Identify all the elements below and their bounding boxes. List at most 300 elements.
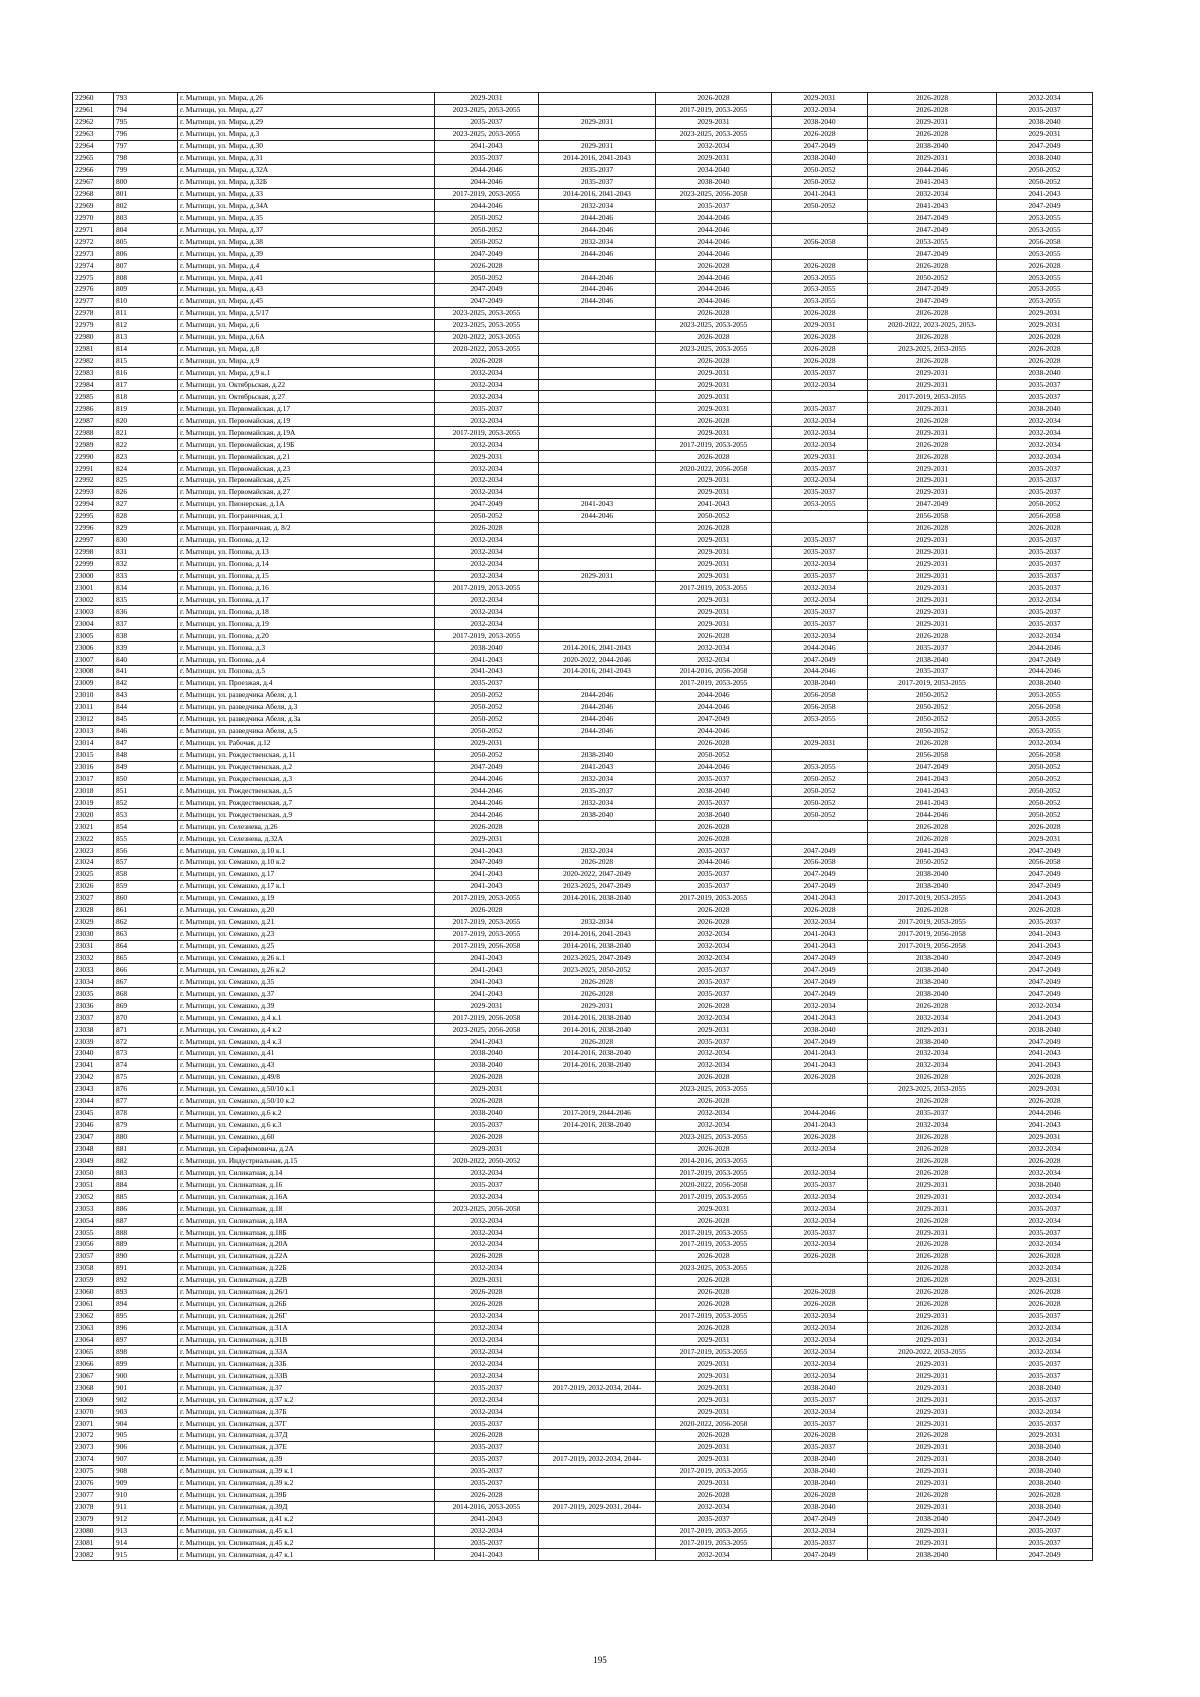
table-cell: 2017-2019, 2053-2055	[656, 1239, 772, 1251]
table-cell: 2023-2025, 2053-2055	[868, 1083, 997, 1095]
table-cell: 22965	[73, 152, 114, 164]
table-cell: 2026-2028	[868, 1262, 997, 1274]
table-row	[73, 1215, 1093, 1227]
table-cell: 2026-2028	[656, 630, 772, 642]
table-cell: 23029	[73, 916, 114, 928]
table-cell: 2023-2025, 2053-2055	[435, 104, 539, 116]
table-cell: 899	[114, 1358, 178, 1370]
table-cell: г. Мытищи, ул. Силикатная, д.39 к.2	[178, 1477, 435, 1489]
table-cell	[539, 1179, 656, 1191]
table-cell: г. Мытищи, ул. Мира, д.45	[178, 295, 435, 307]
table-cell: г. Мытищи, ул. Пионерская, д.1А	[178, 498, 435, 510]
table-cell: 2044-2046	[772, 666, 868, 678]
table-cell: 793	[114, 93, 178, 105]
table-cell: 2032-2034	[997, 594, 1093, 606]
table-cell: 2017-2019, 2053-2055	[656, 1167, 772, 1179]
table-cell: 2032-2034	[435, 1167, 539, 1179]
table-cell: 2041-2043	[539, 498, 656, 510]
table-cell: 2026-2028	[868, 737, 997, 749]
table-cell: 2017-2019, 2053-2055	[435, 630, 539, 642]
table-cell: г. Мытищи, ул. Силикатная, д.37Д	[178, 1430, 435, 1442]
table-cell: 2047-2049	[997, 952, 1093, 964]
table-cell: 2035-2037	[435, 1537, 539, 1549]
table-cell: г. Мытищи, ул. Мира, д.32Б	[178, 176, 435, 188]
table-cell: 2044-2046	[435, 164, 539, 176]
table-cell: 2050-2052	[656, 510, 772, 522]
table-cell: 2026-2028	[656, 1215, 772, 1227]
table-cell: 2035-2037	[772, 570, 868, 582]
table-cell: 2032-2034	[772, 379, 868, 391]
table-cell: 2044-2046	[656, 236, 772, 248]
table-cell: 2032-2034	[772, 1406, 868, 1418]
table-cell: 2035-2037	[656, 976, 772, 988]
table-cell: 2035-2037	[997, 570, 1093, 582]
table-cell: 2032-2034	[656, 1059, 772, 1071]
table-cell: 794	[114, 104, 178, 116]
table-cell: 2050-2052	[435, 749, 539, 761]
table-row	[73, 749, 1093, 761]
table-row	[73, 988, 1093, 1000]
table-cell	[539, 1513, 656, 1525]
table-row	[73, 1513, 1093, 1525]
table-cell: 2032-2034	[435, 1310, 539, 1322]
table-row	[73, 725, 1093, 737]
table-cell: 2035-2037	[656, 797, 772, 809]
table-cell: 2032-2034	[868, 1059, 997, 1071]
table-cell: 2056-2058	[772, 701, 868, 713]
table-row	[73, 1227, 1093, 1239]
table-row	[73, 1406, 1093, 1418]
table-cell	[539, 451, 656, 463]
table-cell: 2035-2037	[997, 475, 1093, 487]
table-cell	[539, 594, 656, 606]
table-cell: 2035-2037	[997, 486, 1093, 498]
table-cell: 873	[114, 1048, 178, 1060]
table-row	[73, 1394, 1093, 1406]
table-cell: 2029-2031	[656, 367, 772, 379]
table-cell: 2047-2049	[997, 845, 1093, 857]
table-cell: 23037	[73, 1012, 114, 1024]
table-cell: 2026-2028	[997, 1071, 1093, 1083]
table-cell: 2017-2019, 2053-2055	[435, 916, 539, 928]
table-cell: 2026-2028	[997, 1155, 1093, 1167]
table-cell: 908	[114, 1465, 178, 1477]
table-cell: 2056-2058	[997, 749, 1093, 761]
table-cell: 851	[114, 785, 178, 797]
table-cell: 2038-2040	[997, 367, 1093, 379]
table-cell: г. Мытищи, ул. Мира, д.8	[178, 343, 435, 355]
table-cell	[539, 379, 656, 391]
table-row	[73, 1071, 1093, 1083]
table-cell	[539, 534, 656, 546]
table-cell: 2056-2058	[772, 857, 868, 869]
table-cell: 2023-2025, 2047-2049	[539, 952, 656, 964]
table-row	[73, 773, 1093, 785]
table-cell: 2047-2049	[997, 1036, 1093, 1048]
table-cell: 825	[114, 475, 178, 487]
table-cell: 2026-2028	[868, 1095, 997, 1107]
table-cell: 2029-2031	[656, 1382, 772, 1394]
table-cell: 2029-2031	[868, 1191, 997, 1203]
table-cell: г. Мытищи, ул. Индустриальная, д.15	[178, 1155, 435, 1167]
table-cell: 2035-2037	[997, 916, 1093, 928]
table-cell: 897	[114, 1334, 178, 1346]
table-cell: г. Мытищи, ул. Силикатная, д.45 к.2	[178, 1537, 435, 1549]
table-cell: 2050-2052	[997, 498, 1093, 510]
table-cell: г. Мытищи, ул. Мира, д.5/17	[178, 307, 435, 319]
table-cell: 2029-2031	[868, 427, 997, 439]
table-cell: 896	[114, 1322, 178, 1334]
table-cell: 910	[114, 1489, 178, 1501]
table-row	[73, 391, 1093, 403]
table-cell: 2032-2034	[772, 558, 868, 570]
table-cell	[539, 355, 656, 367]
table-cell: 2035-2037	[656, 773, 772, 785]
table-cell: г. Мытищи, ул. Попова, д.16	[178, 582, 435, 594]
table-cell: г. Мытищи, ул. Силикатная, д.18А	[178, 1215, 435, 1227]
table-cell: 2050-2052	[435, 236, 539, 248]
table-cell: г. Мытищи, ул. Семашко, д.17 к.1	[178, 880, 435, 892]
table-cell: 2026-2028	[868, 128, 997, 140]
table-cell: 2032-2034	[997, 1239, 1093, 1251]
table-cell: 2017-2019, 2053-2055	[656, 1191, 772, 1203]
table-cell: 2014-2016, 2053-2055	[435, 1501, 539, 1513]
table-cell: г. Мытищи, ул. Силикатная, д.37	[178, 1382, 435, 1394]
table-cell	[539, 546, 656, 558]
table-cell: 853	[114, 809, 178, 821]
table-cell: 2026-2028	[435, 1071, 539, 1083]
table-cell: 23038	[73, 1024, 114, 1036]
table-cell: 2047-2049	[772, 1513, 868, 1525]
table-cell: 2035-2037	[656, 200, 772, 212]
table-cell: 2035-2037	[772, 618, 868, 630]
table-cell: 2047-2049	[997, 1513, 1093, 1525]
table-cell: 2029-2031	[656, 1334, 772, 1346]
table-cell: 2041-2043	[868, 773, 997, 785]
table-cell: 23022	[73, 833, 114, 845]
table-cell: г. Мытищи, ул. Силикатная, д.45 к.1	[178, 1525, 435, 1537]
table-cell	[539, 463, 656, 475]
table-row	[73, 952, 1093, 964]
table-row	[73, 1501, 1093, 1513]
table-cell	[539, 1215, 656, 1227]
table-cell: 2044-2046	[868, 164, 997, 176]
table-cell: 2032-2034	[435, 439, 539, 451]
table-cell: 22998	[73, 546, 114, 558]
table-cell: 2026-2028	[539, 857, 656, 869]
table-cell: 2050-2052	[656, 749, 772, 761]
table-cell: 23080	[73, 1525, 114, 1537]
table-cell: 2026-2028	[868, 1286, 997, 1298]
table-cell	[539, 486, 656, 498]
table-cell: 2017-2019, 2053-2055	[656, 439, 772, 451]
table-cell: 895	[114, 1310, 178, 1322]
table-cell: 2029-2031	[656, 534, 772, 546]
table-cell: г. Мытищи, ул. Силикатная, д.37Г	[178, 1418, 435, 1430]
table-row	[73, 1143, 1093, 1155]
table-cell: 2017-2019, 2053-2055	[868, 892, 997, 904]
table-cell: г. Мытищи, ул. Семашко, д.41	[178, 1048, 435, 1060]
table-cell: 843	[114, 689, 178, 701]
table-cell: 23078	[73, 1501, 114, 1513]
table-row	[73, 522, 1093, 534]
table-cell: 22980	[73, 331, 114, 343]
table-cell: 861	[114, 904, 178, 916]
table-row	[73, 1024, 1093, 1036]
table-cell: 23023	[73, 845, 114, 857]
table-row	[73, 188, 1093, 200]
table-cell: 2029-2031	[868, 367, 997, 379]
table-cell: 2050-2052	[435, 510, 539, 522]
table-cell	[772, 1155, 868, 1167]
table-cell: 2044-2046	[772, 642, 868, 654]
table-cell: 855	[114, 833, 178, 845]
table-row	[73, 570, 1093, 582]
table-cell: 2053-2055	[997, 713, 1093, 725]
table-cell: 2041-2043	[435, 1549, 539, 1561]
table-cell	[539, 1477, 656, 1489]
table-cell: 2026-2028	[868, 630, 997, 642]
table-cell: 2044-2046	[997, 1107, 1093, 1119]
table-cell: 22997	[73, 534, 114, 546]
table-cell: 2023-2025, 2053-2055	[656, 319, 772, 331]
table-cell: 2044-2046	[539, 701, 656, 713]
table-cell: 2041-2043	[997, 1119, 1093, 1131]
table-cell: 2035-2037	[997, 1203, 1093, 1215]
table-cell: 2026-2028	[656, 1250, 772, 1262]
table-cell: 2017-2019, 2056-2058	[435, 1012, 539, 1024]
table-cell: г. Мытищи, ул. Семашко, д.60	[178, 1131, 435, 1143]
table-cell	[539, 1083, 656, 1095]
table-cell: 2047-2049	[772, 868, 868, 880]
table-cell: 2014-2016, 2041-2043	[539, 642, 656, 654]
table-cell: 2035-2037	[997, 618, 1093, 630]
table-row	[73, 307, 1093, 319]
table-row	[73, 546, 1093, 558]
table-cell: 2032-2034	[435, 1394, 539, 1406]
table-cell: 904	[114, 1418, 178, 1430]
table-cell: 2047-2049	[997, 868, 1093, 880]
table-cell: г. Мытищи, ул. Пограничная, д. 8/2	[178, 522, 435, 534]
table-cell: г. Мытищи, ул. Силикатная, д.22А	[178, 1250, 435, 1262]
table-cell: 2041-2043	[772, 892, 868, 904]
table-cell: 2050-2052	[772, 176, 868, 188]
table-cell: 2032-2034	[656, 1501, 772, 1513]
table-body	[73, 93, 1093, 1561]
table-cell: 869	[114, 1000, 178, 1012]
table-cell: 23079	[73, 1513, 114, 1525]
page-number: 195	[593, 1655, 607, 1665]
table-cell: 2044-2046	[539, 689, 656, 701]
table-cell: 2023-2025, 2053-2055	[435, 319, 539, 331]
table-cell: г. Мытищи, ул. Семашко, д.6 к.3	[178, 1119, 435, 1131]
table-cell: 842	[114, 677, 178, 689]
table-cell: 2017-2019, 2053-2055	[435, 582, 539, 594]
table-cell: 2026-2028	[656, 1095, 772, 1107]
table-cell: 2029-2031	[656, 427, 772, 439]
table-cell: 915	[114, 1549, 178, 1561]
table-cell	[539, 1071, 656, 1083]
table-cell: 2032-2034	[656, 952, 772, 964]
table-cell: 23019	[73, 797, 114, 809]
table-cell: 23024	[73, 857, 114, 869]
table-cell: 2044-2046	[656, 725, 772, 737]
table-cell: 2017-2019, 2053-2055	[868, 391, 997, 403]
table-cell: 2029-2031	[656, 1203, 772, 1215]
table-cell: 2020-2022, 2056-2058	[656, 1179, 772, 1191]
table-cell	[539, 1298, 656, 1310]
table-cell: 2047-2049	[772, 964, 868, 976]
table-cell: 2026-2028	[656, 93, 772, 105]
table-cell: 2029-2031	[656, 403, 772, 415]
table-cell	[539, 1250, 656, 1262]
table-cell: 2041-2043	[772, 1012, 868, 1024]
table-cell: 2044-2046	[435, 773, 539, 785]
table-cell: 2035-2037	[772, 367, 868, 379]
table-row	[73, 1346, 1093, 1358]
table-cell: 2032-2034	[539, 797, 656, 809]
table-cell: 23005	[73, 630, 114, 642]
table-cell: 23071	[73, 1418, 114, 1430]
table-cell	[539, 260, 656, 272]
table-cell: 2026-2028	[868, 833, 997, 845]
table-cell: 2032-2034	[656, 928, 772, 940]
table-cell: 812	[114, 319, 178, 331]
table-cell: 800	[114, 176, 178, 188]
table-cell: 2053-2055	[997, 295, 1093, 307]
table-cell: 23044	[73, 1095, 114, 1107]
table-cell: 2026-2028	[656, 1143, 772, 1155]
table-cell: 844	[114, 701, 178, 713]
table-cell: 2029-2031	[868, 1310, 997, 1322]
table-cell: 23067	[73, 1370, 114, 1382]
table-cell: 2035-2037	[997, 1418, 1093, 1430]
table-cell: г. Мытищи, ул. Семашко, д.25	[178, 940, 435, 952]
table-row	[73, 1334, 1093, 1346]
table-cell: 22962	[73, 116, 114, 128]
table-cell: 2032-2034	[997, 1346, 1093, 1358]
table-cell: 2017-2019, 2053-2055	[868, 677, 997, 689]
table-cell: 2047-2049	[772, 1549, 868, 1561]
table-cell: 2056-2058	[997, 510, 1093, 522]
table-row	[73, 630, 1093, 642]
table-cell: 2020-2022, 2050-2052	[435, 1155, 539, 1167]
table-cell: 22993	[73, 486, 114, 498]
table-cell: 23018	[73, 785, 114, 797]
table-cell: 2035-2037	[772, 534, 868, 546]
table-cell: 23074	[73, 1453, 114, 1465]
table-cell: г. Мытищи, ул. Семашко, д.4 к.1	[178, 1012, 435, 1024]
table-cell: 2047-2049	[997, 964, 1093, 976]
table-cell: 2041-2043	[772, 1048, 868, 1060]
table-cell: 2029-2031	[868, 1394, 997, 1406]
table-cell: 814	[114, 343, 178, 355]
table-cell: 2041-2043	[656, 498, 772, 510]
table-cell: 2053-2055	[772, 498, 868, 510]
table-cell: 2053-2055	[997, 689, 1093, 701]
table-cell: 2038-2040	[772, 152, 868, 164]
table-cell: г. Мытищи, ул. Мира, д.41	[178, 272, 435, 284]
table-cell: 2050-2052	[997, 785, 1093, 797]
table-cell: 2029-2031	[656, 391, 772, 403]
table-cell: 23043	[73, 1083, 114, 1095]
table-cell: 2038-2040	[772, 1024, 868, 1036]
table-cell: 872	[114, 1036, 178, 1048]
table-cell: 2041-2043	[997, 892, 1093, 904]
table-cell: 2038-2040	[539, 809, 656, 821]
table-cell: г. Мытищи, ул. Силикатная, д.39Б	[178, 1489, 435, 1501]
table-cell: 820	[114, 415, 178, 427]
table-cell: 2050-2052	[997, 797, 1093, 809]
table-cell: 845	[114, 713, 178, 725]
table-cell: 23010	[73, 689, 114, 701]
table-cell: 818	[114, 391, 178, 403]
table-cell: 2050-2052	[435, 224, 539, 236]
table-cell: 2026-2028	[656, 821, 772, 833]
table-cell	[539, 1239, 656, 1251]
table-cell	[772, 391, 868, 403]
table-cell: г. Мытищи, ул. Мира, д.4	[178, 260, 435, 272]
table-cell: 22996	[73, 522, 114, 534]
table-cell: 2038-2040	[772, 1501, 868, 1513]
table-cell: 2029-2031	[868, 403, 997, 415]
table-cell: 847	[114, 737, 178, 749]
table-cell: г. Мытищи, ул. Мира, д.31	[178, 152, 435, 164]
table-row	[73, 164, 1093, 176]
table-cell: 2035-2037	[997, 1370, 1093, 1382]
table-cell: 2026-2028	[868, 1167, 997, 1179]
table-cell: 878	[114, 1107, 178, 1119]
table-cell: 2035-2037	[772, 1537, 868, 1549]
table-cell: 2017-2019, 2056-2058	[868, 940, 997, 952]
table-cell: 2029-2031	[656, 152, 772, 164]
table-cell: 2053-2055	[868, 236, 997, 248]
table-cell: 2032-2034	[435, 1227, 539, 1239]
table-cell: г. Мытищи, ул. Попова, д.17	[178, 594, 435, 606]
table-cell: 2053-2055	[997, 224, 1093, 236]
table-cell: 23060	[73, 1286, 114, 1298]
table-cell: 2035-2037	[539, 176, 656, 188]
table-cell: 2038-2040	[868, 880, 997, 892]
table-cell: 2050-2052	[997, 809, 1093, 821]
table-cell: 822	[114, 439, 178, 451]
table-cell: 2017-2019, 2053-2055	[656, 1525, 772, 1537]
table-cell: 2050-2052	[435, 272, 539, 284]
table-cell: 23034	[73, 976, 114, 988]
table-cell: 23006	[73, 642, 114, 654]
table-row	[73, 785, 1093, 797]
table-cell: 2029-2031	[868, 1370, 997, 1382]
table-cell: 2026-2028	[868, 1239, 997, 1251]
table-cell: 2035-2037	[772, 546, 868, 558]
table-cell: 2032-2034	[868, 1048, 997, 1060]
table-cell: 2032-2034	[435, 1370, 539, 1382]
table-cell: г. Мытищи, ул. Семашко, д.35	[178, 976, 435, 988]
table-cell: 2035-2037	[997, 1394, 1093, 1406]
table-cell	[539, 331, 656, 343]
table-cell: г. Мытищи, ул. Семашко, д.10 к.1	[178, 845, 435, 857]
table-cell: 2017-2019, 2056-2058	[435, 940, 539, 952]
table-cell: 2044-2046	[435, 785, 539, 797]
table-cell: 2056-2058	[868, 749, 997, 761]
table-cell: г. Мытищи, ул. Мира, д.29	[178, 116, 435, 128]
table-cell: 2044-2046	[656, 701, 772, 713]
table-cell: 2029-2031	[656, 486, 772, 498]
table-cell: 807	[114, 260, 178, 272]
table-cell: 2056-2058	[772, 689, 868, 701]
table-cell: 2032-2034	[656, 1107, 772, 1119]
table-cell: 2026-2028	[772, 1071, 868, 1083]
